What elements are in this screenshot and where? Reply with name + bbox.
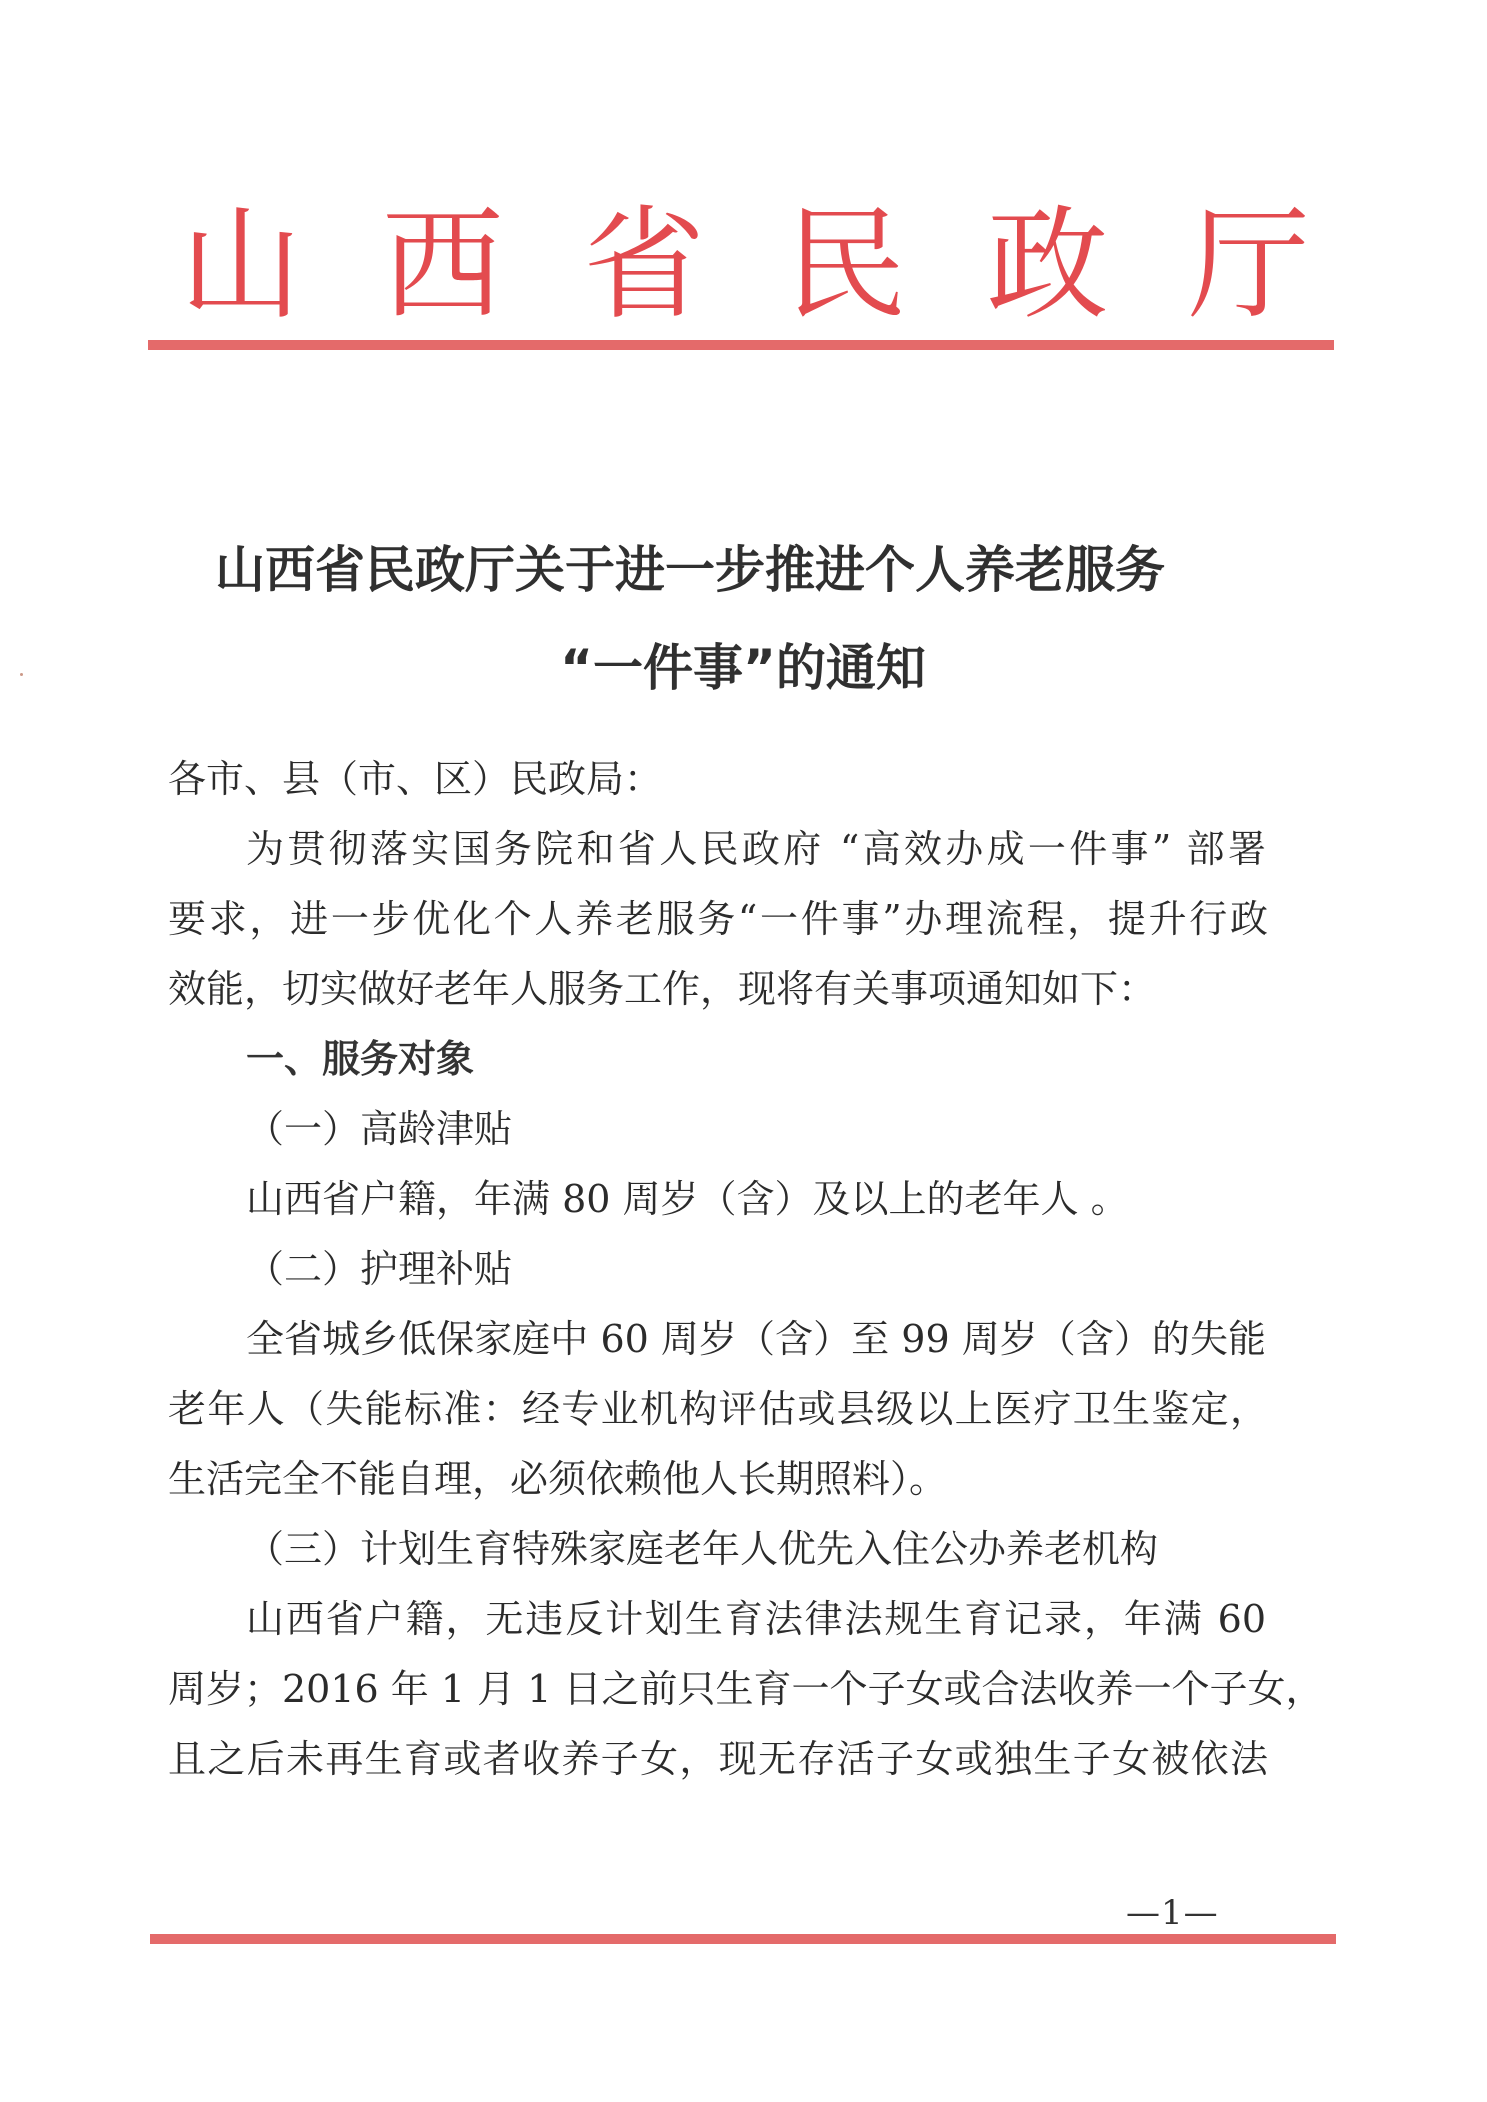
page-number: —1—: [1126, 1893, 1219, 1933]
paragraph-line: 山西省户籍，年满 80 周岁（含）及以上的老年人 。: [246, 1177, 1129, 1221]
addressee: 各市、县（市、区）民政局：: [168, 757, 663, 801]
paragraph-line: 周岁；2016 年 1 月 1 日之前只生育一个子女或合法收养一个子女，: [168, 1667, 1324, 1711]
paragraph-line: 老年人（失能标准：经专业机构评估或县级以上医疗卫生鉴定，: [168, 1387, 1268, 1431]
letterhead-char: 民: [784, 194, 907, 336]
letterhead-char: 厅: [1187, 194, 1310, 336]
subsection-heading: （三）计划生育特殊家庭老年人优先入住公办养老机构: [246, 1527, 1159, 1571]
document-title-line2: “一件事”的通知: [560, 639, 926, 697]
intro-line: 要求，进一步优化个人养老服务“一件事”办理流程，提升行政: [168, 897, 1268, 941]
subsection-heading: （二）护理补贴: [246, 1247, 513, 1291]
section-heading: 一、服务对象: [246, 1037, 475, 1081]
intro-line: 效能，切实做好老年人服务工作，现将有关事项通知如下：: [168, 967, 1157, 1011]
intro-line: 为贯彻落实国务院和省人民政府 “高效办成一件事” 部署: [246, 827, 1266, 871]
letterhead-org-name: [180, 195, 1310, 335]
letterhead-char: 政: [986, 194, 1109, 336]
paragraph-line: 全省城乡低保家庭中 60 周岁（含）至 99 周岁（含）的失能: [246, 1317, 1266, 1361]
header-red-rule: [148, 340, 1334, 350]
paragraph-line: 且之后未再生育或者收养子女，现无存活子女或独生子女被依法: [168, 1737, 1268, 1781]
letterhead-char: 山: [180, 194, 302, 336]
letterhead-char: 省: [583, 194, 706, 336]
paragraph-line: 生活完全不能自理，必须依赖他人长期照料）。: [168, 1457, 948, 1501]
footer-red-rule: [150, 1934, 1336, 1944]
subsection-heading: （一）高龄津贴: [246, 1107, 513, 1151]
letterhead-char: 西: [381, 194, 504, 336]
document-title-line1: 山西省民政厅关于进一步推进个人养老服务: [215, 541, 1165, 599]
scan-speck: [20, 673, 23, 676]
paragraph-line: 山西省户籍，无违反计划生育法律法规生育记录，年满 60: [246, 1597, 1266, 1641]
